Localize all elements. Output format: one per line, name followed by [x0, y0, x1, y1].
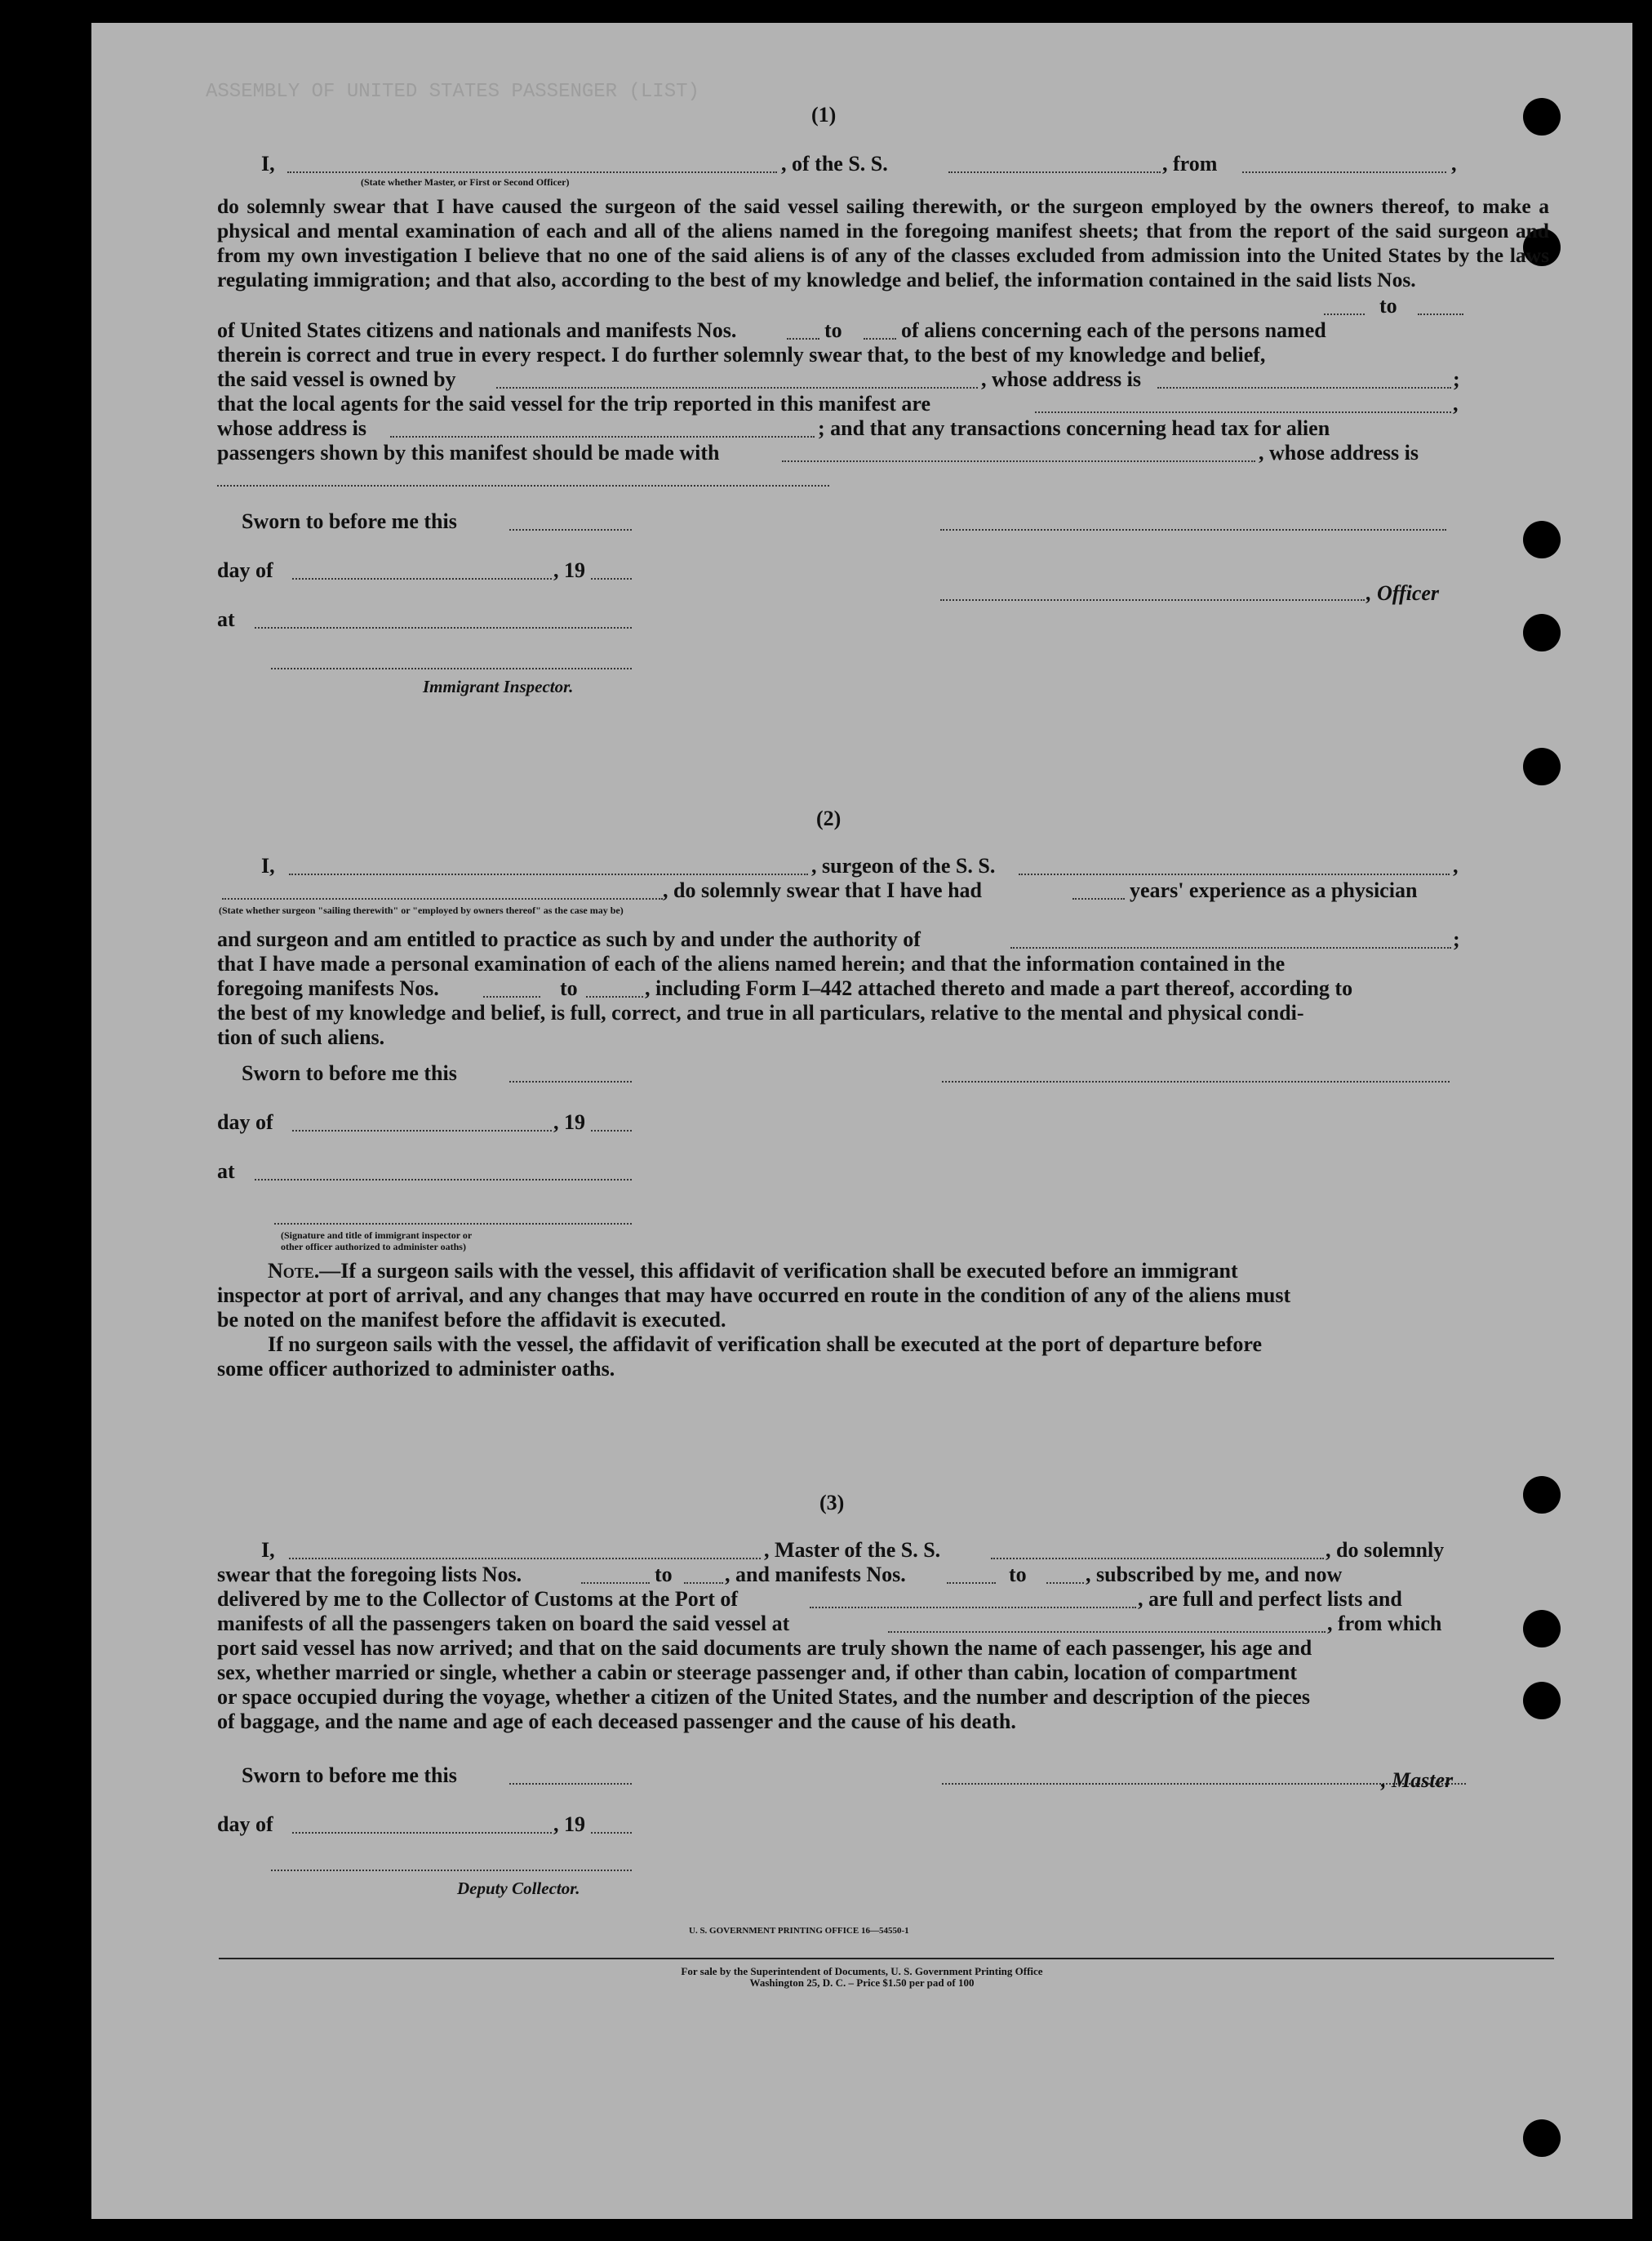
- sec2-inspector-signature-field[interactable]: [274, 1223, 632, 1225]
- sec1-from-label: , from: [1162, 152, 1218, 176]
- sec3-boarded-field[interactable]: [888, 1631, 1326, 1633]
- section-3-number: (3): [819, 1491, 845, 1514]
- sec2-note-line-1: [268, 1259, 1238, 1283]
- sec1-ship-name-field[interactable]: [948, 171, 1161, 173]
- sec1-officer-signature-field[interactable]: [940, 529, 1446, 531]
- sec1-line-correct: therein is correct and true in every respect. I do further solemnly swear that, to the best of my knowledge and belief,: [217, 343, 1266, 367]
- sec2-authority-label: and surgeon and am entitled to practice as such by and under the authority of: [217, 927, 921, 951]
- sec2-note-line-3: be noted on the manifest before the affidavit is executed.: [217, 1308, 726, 1332]
- sec2-years-field[interactable]: [1072, 898, 1125, 900]
- sec1-at-field[interactable]: [255, 627, 632, 629]
- sec3-port-field[interactable]: [810, 1607, 1136, 1608]
- sec3-ship-name-field[interactable]: [991, 1558, 1324, 1559]
- sec1-from-field[interactable]: [1242, 171, 1446, 173]
- sec2-sworn-date-field[interactable]: [509, 1081, 632, 1083]
- sec3-manifests-label: , and manifests Nos.: [725, 1563, 906, 1586]
- sec3-solemnly-label: , do solemnly: [1326, 1538, 1445, 1562]
- sec3-line-space: or space occupied during the voyage, whether a citizen of the United States, and the number and description of the pieces: [217, 1685, 1310, 1709]
- sec3-to-label-2: to: [1009, 1563, 1027, 1586]
- sec1-sworn-date-field[interactable]: [509, 529, 632, 531]
- sec1-agent-address-label: whose address is: [217, 416, 367, 440]
- sec2-day-of-field[interactable]: [292, 1130, 552, 1132]
- sec1-semicolon: ;: [1453, 367, 1460, 391]
- sale-notice-1: For sale by the Superintendent of Documents, U. S. Government Printing Office: [681, 1965, 1043, 1977]
- sec2-to-label: to: [560, 976, 578, 1000]
- punch-hole: [1523, 98, 1561, 136]
- sec3-port-label: delivered by me to the Collector of Customs at the Port of: [217, 1587, 739, 1611]
- sec3-master-name-field[interactable]: [289, 1558, 761, 1559]
- sec3-line-baggage: of baggage, and the name and age of each deceased passenger and the cause of his death.: [217, 1710, 1016, 1733]
- sec2-surgeon-signature-field[interactable]: [942, 1081, 1450, 1083]
- sec3-manifests-from-field[interactable]: [947, 1582, 996, 1584]
- sec3-from-which-label: , from which: [1327, 1612, 1442, 1635]
- sec2-capacity-note: (State whether surgeon "sailing therewith" or "employed by owners thereof" as the case may be): [219, 905, 624, 916]
- sec1-officer-title-field[interactable]: [940, 599, 1365, 601]
- sec3-lists-label: swear that the foregoing lists Nos.: [217, 1563, 522, 1586]
- sec1-i-label: I,: [261, 152, 275, 176]
- sec2-authority-field[interactable]: [1010, 947, 1451, 949]
- sec1-to-label: to: [1379, 294, 1397, 318]
- note-label: Note.: [268, 1259, 320, 1283]
- sec3-year-label: , 19: [553, 1812, 585, 1836]
- sec2-capacity-field[interactable]: [222, 898, 663, 900]
- sec2-at-field[interactable]: [255, 1179, 632, 1181]
- sec1-head-tax-address-field[interactable]: [217, 485, 829, 487]
- sec1-head-tax-label: ; and that any transactions concerning head tax for alien: [818, 416, 1330, 440]
- punch-hole: [1523, 1476, 1561, 1514]
- punch-hole: [1523, 1682, 1561, 1719]
- sec1-whose-address-label: , whose address is: [1259, 441, 1419, 465]
- punch-hole: [1523, 1610, 1561, 1647]
- sec1-agents-label: that the local agents for the said vessel for the trip reported in this manifest are: [217, 392, 931, 416]
- sec1-agent-address-field[interactable]: [390, 436, 815, 438]
- sale-notice-2: Washington 25, D. C. – Price $1.50 per pad of 100: [749, 1976, 975, 1989]
- sec2-years-label: years' experience as a physician: [1130, 878, 1418, 902]
- section-1-number: (1): [811, 103, 837, 127]
- sec2-signature-note-1: (Signature and title of immigrant inspector or: [281, 1229, 473, 1241]
- sec2-note-line-4: If no surgeon sails with the vessel, the affidavit of verification shall be executed at the port of departure before: [268, 1332, 1263, 1356]
- sec3-boarded-label: manifests of all the passengers taken on board the said vessel at: [217, 1612, 790, 1635]
- sec2-day-of-label: day of: [217, 1110, 273, 1134]
- sec1-manifests-from-field[interactable]: [787, 338, 819, 340]
- sec1-officer-name-field[interactable]: [287, 171, 777, 173]
- note-text: —If a surgeon sails with the vessel, this affidavit of verification shall be executed before an immigrant: [319, 1259, 1238, 1283]
- sec1-day-of-field[interactable]: [292, 578, 552, 580]
- sec2-note-line-5: some officer authorized to administer oaths.: [217, 1357, 615, 1381]
- sec1-at-label: at: [217, 607, 235, 631]
- sec3-master-label: , Master: [1381, 1768, 1454, 1792]
- sec1-owner-address-label: , whose address is: [981, 367, 1142, 391]
- sec2-surgeon-of-label: , surgeon of the S. S.: [811, 854, 996, 878]
- sec3-master-of-label: , Master of the S. S.: [764, 1538, 941, 1562]
- sec1-owner-address-field[interactable]: [1157, 387, 1451, 389]
- punch-hole: [1523, 521, 1561, 558]
- sec1-of-ss-label: , of the S. S.: [781, 152, 888, 176]
- bleed-through-stamp: ASSEMBLY OF UNITED STATES PASSENGER (LIST): [206, 81, 699, 103]
- sec1-aliens-label: of aliens concerning each of the persons named: [901, 318, 1326, 342]
- sec2-semicolon: ;: [1453, 927, 1460, 951]
- punch-hole: [1523, 614, 1561, 651]
- sec3-day-of-label: day of: [217, 1812, 273, 1836]
- sec2-note-line-2: inspector at port of arrival, and any changes that may have occurred en route in the condition of any of the aliens must: [217, 1283, 1291, 1307]
- sec2-surgeon-name-field[interactable]: [289, 874, 808, 875]
- sec2-at-label: at: [217, 1159, 235, 1183]
- sec3-to-label-1: to: [655, 1563, 673, 1586]
- section-2-number: (2): [816, 807, 842, 830]
- sec2-manifests-to-field[interactable]: [586, 996, 643, 998]
- sec2-line-examination: that I have made a personal examination of each of the aliens named herein; and that the information contained in the: [217, 952, 1286, 976]
- sec1-inspector-signature-field[interactable]: [271, 668, 632, 669]
- sec3-lists-to-field[interactable]: [684, 1582, 723, 1584]
- sec1-inspector-label: Immigrant Inspector.: [423, 677, 574, 696]
- sec1-manifests-to-field[interactable]: [864, 338, 896, 340]
- sec1-owner-field[interactable]: [496, 387, 978, 389]
- sec2-manifests-label: foregoing manifests Nos.: [217, 976, 439, 1000]
- sec3-year-field[interactable]: [591, 1832, 632, 1834]
- sec1-lists-to-field[interactable]: [1418, 313, 1463, 315]
- sec2-year-label: , 19: [553, 1110, 585, 1134]
- sec1-sworn-label: Sworn to before me this: [242, 509, 457, 533]
- sec3-perfect-label: , are full and perfect lists and: [1138, 1587, 1402, 1611]
- sec3-subscribed-label: , subscribed by me, and now: [1086, 1563, 1343, 1586]
- sec2-swear-label: , do solemnly swear that I have had: [663, 878, 983, 902]
- form-page: [91, 23, 1632, 2219]
- sec2-line-aliens: tion of such aliens.: [217, 1025, 385, 1049]
- sec3-line-sex: sex, whether married or single, whether a cabin or steerage passenger and, if other than cabin, location of compartment: [217, 1661, 1297, 1684]
- sec1-officer-note: (State whether Master, or First or Second Officer): [361, 176, 570, 188]
- footer-rule: [219, 1958, 1554, 1959]
- sec2-manifests-from-field[interactable]: [483, 996, 540, 998]
- sec1-agents-field[interactable]: [1035, 411, 1451, 413]
- sec3-deputy-signature-field[interactable]: [271, 1870, 632, 1871]
- sec1-officer-label: , Officer: [1366, 581, 1440, 605]
- sec1-lists-from-field[interactable]: [1324, 313, 1365, 315]
- punch-hole: [1523, 2119, 1561, 2157]
- sec3-day-of-field[interactable]: [292, 1832, 552, 1834]
- sec2-signature-note-2: other officer authorized to administer oaths): [281, 1241, 466, 1252]
- sec3-sworn-label: Sworn to before me this: [242, 1763, 457, 1787]
- sec1-year-label: , 19: [553, 558, 585, 582]
- sec1-head-tax-with-label: passengers shown by this manifest should be made with: [217, 441, 720, 465]
- sec1-comma: ,: [1451, 152, 1457, 176]
- sec1-oath-paragraph: do solemnly swear that I have caused the surgeon of the said vessel sailing therewith, or the surgeon employed by the owners thereof, to make a physical and mental examination of each and all of the aliens named in the foregoing manifest sheets; that from the report of the said surgeon and from my own investigation I believe that no one of the said aliens is of any of the classes excluded from admission into the United States by the laws regulating immigration; and that also, according to the best of my knowledge and belief, the information contained in the said lists Nos.: [217, 194, 1549, 291]
- sec1-day-of-label: day of: [217, 558, 273, 582]
- sec2-i-label: I,: [261, 854, 275, 878]
- sec3-i-label: I,: [261, 1538, 275, 1562]
- sec2-form-label: , including Form I–442 attached thereto and made a part thereof, according to: [645, 976, 1353, 1000]
- punch-hole: [1523, 748, 1561, 785]
- sec1-comma-2: ,: [1453, 392, 1459, 416]
- sec2-comma: ,: [1453, 854, 1459, 878]
- gpo-imprint: U. S. GOVERNMENT PRINTING OFFICE 16—54550-1: [689, 1926, 909, 1936]
- sec2-sworn-label: Sworn to before me this: [242, 1061, 457, 1085]
- sec1-year-field[interactable]: [591, 578, 632, 580]
- sec2-line-belief: the best of my knowledge and belief, is full, correct, and true in all particulars, relative to the mental and physical condi-: [217, 1001, 1304, 1025]
- sec1-head-tax-party-field[interactable]: [782, 460, 1255, 462]
- sec1-owned-by-label: the said vessel is owned by: [217, 367, 456, 391]
- sec3-lists-from-field[interactable]: [581, 1582, 650, 1584]
- sec3-sworn-date-field[interactable]: [509, 1783, 632, 1785]
- sec1-manifests-label: of United States citizens and nationals and manifests Nos.: [217, 318, 737, 342]
- sec2-ship-name-field[interactable]: [1019, 874, 1450, 875]
- sec2-year-field[interactable]: [591, 1130, 632, 1132]
- sec3-manifests-to-field[interactable]: [1046, 1582, 1084, 1584]
- sec3-deputy-label: Deputy Collector.: [457, 1879, 580, 1898]
- sec1-to-label-2: to: [824, 318, 842, 342]
- sec3-line-arrived: port said vessel has now arrived; and that on the said documents are truly shown the name of each passenger, his age and: [217, 1636, 1312, 1660]
